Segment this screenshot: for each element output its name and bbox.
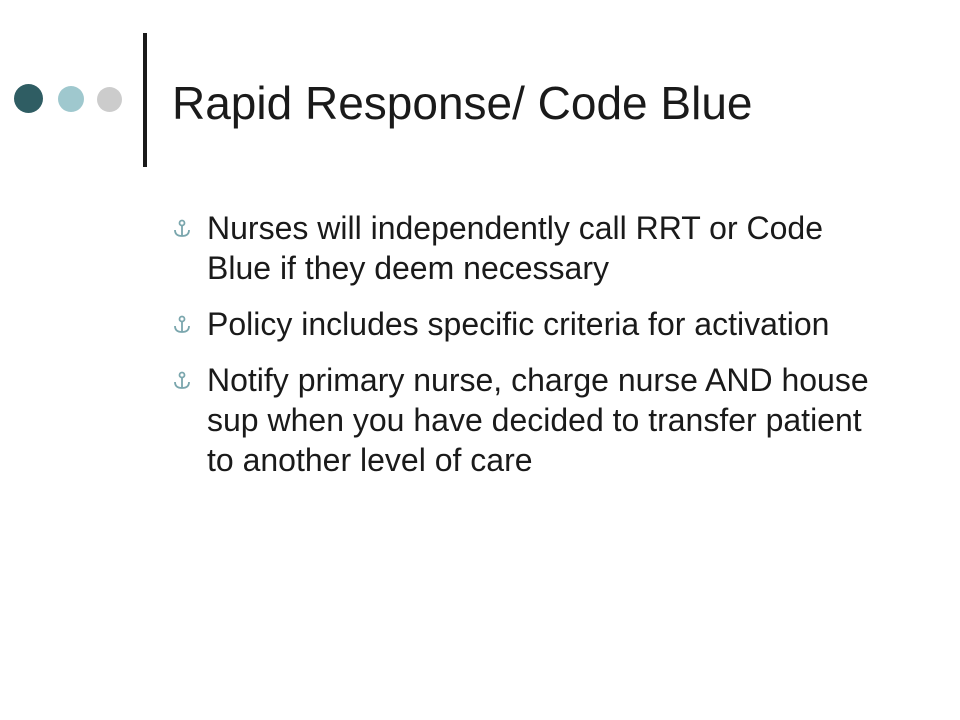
bullet-text: Policy includes specific criteria for activation [207,306,830,342]
bullet-item [172,208,892,288]
decorative-dot-dark [14,84,43,113]
bullet-text: Notify primary nurse, charge nurse AND house sup when you have decided to transfer patient to another level of care [207,362,869,478]
decorative-dot-gray [97,87,122,112]
anchor-icon [172,315,192,335]
anchor-icon [172,219,192,239]
slide-title: Rapid Response/ Code Blue [172,77,753,129]
bullet-item [172,360,892,480]
title-divider [143,33,147,167]
bullet-list [172,208,892,496]
bullet-item [172,304,892,344]
decorative-dot-teal [58,86,84,112]
bullet-text: Nurses will independently call RRT or Code Blue if they deem necessary [207,210,823,286]
anchor-icon [172,371,192,391]
